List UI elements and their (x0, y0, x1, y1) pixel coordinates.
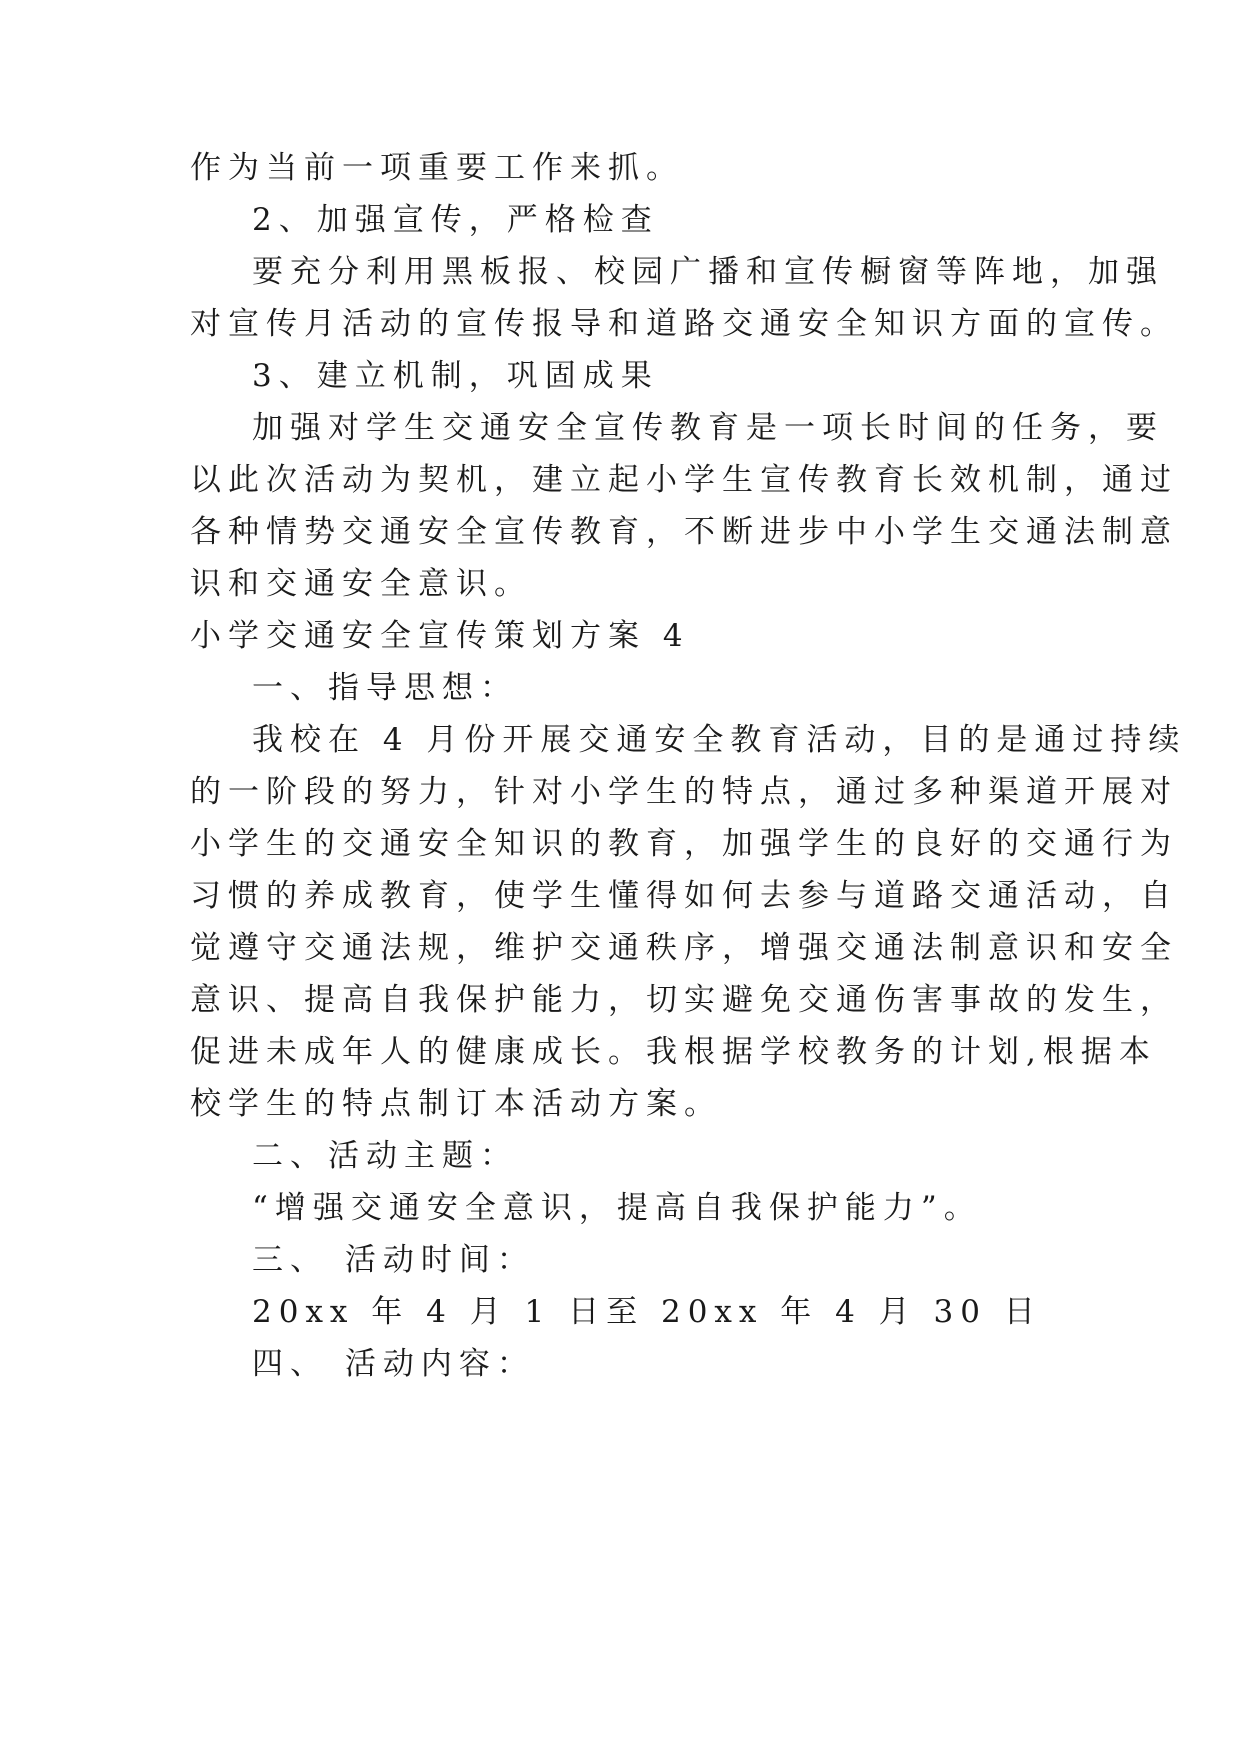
text-line: 要充分利用黑板报、校园广播和宣传橱窗等阵地，加强 (252, 254, 1164, 290)
text-line: 意识、提高自我保护能力，切实避免交通伤害事故的发生， (190, 982, 1178, 1018)
section-heading: 2、加强宣传，严格检查 (252, 202, 659, 238)
text-line: 以此次活动为契机，建立起小学生宣传教育长效机制，通过 (190, 462, 1178, 498)
text-line: 我校在 4 月份开展交通安全教育活动，目的是通过持续 (252, 722, 1187, 758)
section-heading: 四、 活动内容： (252, 1346, 535, 1382)
text-line: 觉遵守交通法规，维护交通秩序，增强交通法制意识和安全 (190, 930, 1178, 966)
text-line: 加强对学生交通安全宣传教育是一项长时间的任务，要 (252, 410, 1164, 446)
section-heading: 3、建立机制，巩固成果 (252, 358, 659, 394)
text-line: 小学生的交通安全知识的教育，加强学生的良好的交通行为 (190, 826, 1178, 862)
text-line: 各种情势交通安全宣传教育，不断进步中小学生交通法制意 (190, 514, 1178, 550)
section-heading: 三、 活动时间： (252, 1242, 535, 1278)
text-line: 校学生的特点制订本活动方案。 (190, 1086, 722, 1122)
text-line: 识和交通安全意识。 (190, 566, 532, 602)
section-heading: 一、指导思想： (252, 670, 518, 706)
section-heading: 二、活动主题： (252, 1138, 518, 1174)
text-line: 20xx 年 4 月 1 日至 20xx 年 4 月 30 日 (252, 1294, 1042, 1330)
text-line: “增强交通安全意识，提高自我保护能力”。 (252, 1190, 982, 1226)
text-line: 促进未成年人的健康成长。我根据学校教务的计划,根据本 (190, 1034, 1157, 1070)
text-line: 习惯的养成教育，使学生懂得如何去参与道路交通活动，自 (190, 878, 1178, 914)
text-line: 对宣传月活动的宣传报导和道路交通安全知识方面的宣传。 (190, 306, 1178, 342)
text-line: 的一阶段的努力，针对小学生的特点，通过多种渠道开展对 (190, 774, 1178, 810)
document-title: 小学交通安全宣传策划方案 4 (190, 618, 690, 654)
text-line: 作为当前一项重要工作来抓。 (190, 150, 684, 186)
